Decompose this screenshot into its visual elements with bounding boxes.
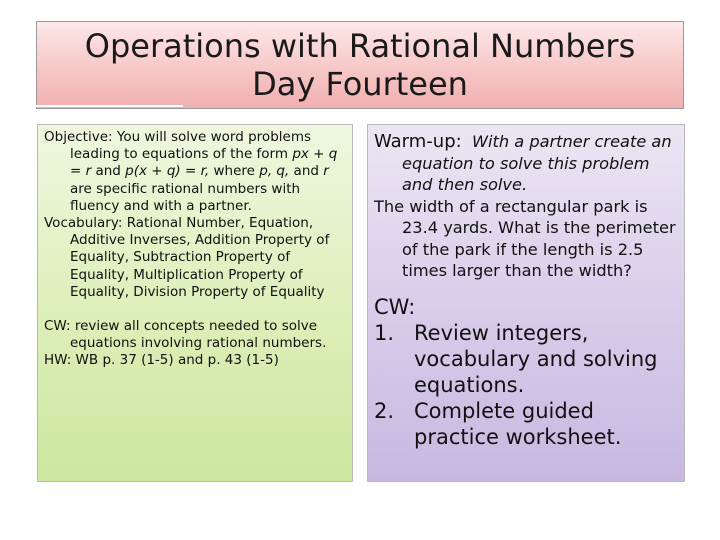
variable-r: r bbox=[323, 163, 329, 180]
title-underline bbox=[36, 105, 183, 107]
cw-item-text: Review integers, vocabulary and solving equations. bbox=[414, 320, 658, 397]
warmup-instruction: With a partner create an equation to solve this problem and then solve. bbox=[402, 132, 672, 194]
objective-mid: where bbox=[209, 163, 260, 180]
vocabulary-paragraph bbox=[44, 215, 346, 301]
objective-and: and bbox=[91, 163, 126, 180]
cw-item-text: Complete guided practice worksheet. bbox=[414, 398, 622, 449]
warmup-label: Warm-up: bbox=[374, 131, 462, 152]
cw-item-number: 1. bbox=[374, 320, 395, 345]
equation-1: px + q = r bbox=[70, 146, 338, 180]
objective-paragraph bbox=[44, 129, 346, 215]
spacer bbox=[44, 301, 346, 318]
cw-list bbox=[374, 320, 680, 450]
variables: p, q, bbox=[259, 163, 290, 180]
vocabulary-text: Rational Number, Equation, Additive Inverses, Addition Property of Equality, Subtraction Property of Equality, Multiplication Property of Equality, Division Property of Equality bbox=[70, 215, 330, 300]
cw-list-item bbox=[374, 320, 680, 398]
title-box bbox=[36, 21, 684, 109]
equation-2: p(x + q) = r, bbox=[125, 163, 210, 180]
objective-and-2: and bbox=[289, 163, 324, 180]
problem-paragraph: The width of a rectangular park is 23.4 yards. What is the perimeter of the park if the length is 2.5 times larger than the width? bbox=[374, 196, 676, 280]
title-line-2: Day Fourteen bbox=[252, 65, 468, 103]
warmup-paragraph bbox=[374, 131, 680, 196]
classwork-paragraph: CW: review all concepts needed to solve equations involving rational numbers. bbox=[44, 318, 327, 352]
homework-paragraph: HW: WB p. 37 (1-5) and p. 43 (1-5) bbox=[44, 352, 279, 369]
cw-list-item bbox=[374, 398, 680, 450]
objective-label: Objective: bbox=[44, 129, 113, 145]
objective-panel bbox=[37, 124, 353, 482]
cw-heading: CW: bbox=[374, 294, 416, 319]
vocabulary-label: Vocabulary: bbox=[44, 215, 123, 232]
objective-text-pre: You will solve word problems leading to equations of the form bbox=[70, 129, 312, 163]
title-line-1: Operations with Rational Numbers bbox=[84, 27, 636, 65]
cw-item-number: 2. bbox=[374, 398, 395, 423]
objective-text-post: are specific rational numbers with fluency and with a partner. bbox=[70, 180, 301, 214]
warmup-panel bbox=[367, 124, 685, 482]
